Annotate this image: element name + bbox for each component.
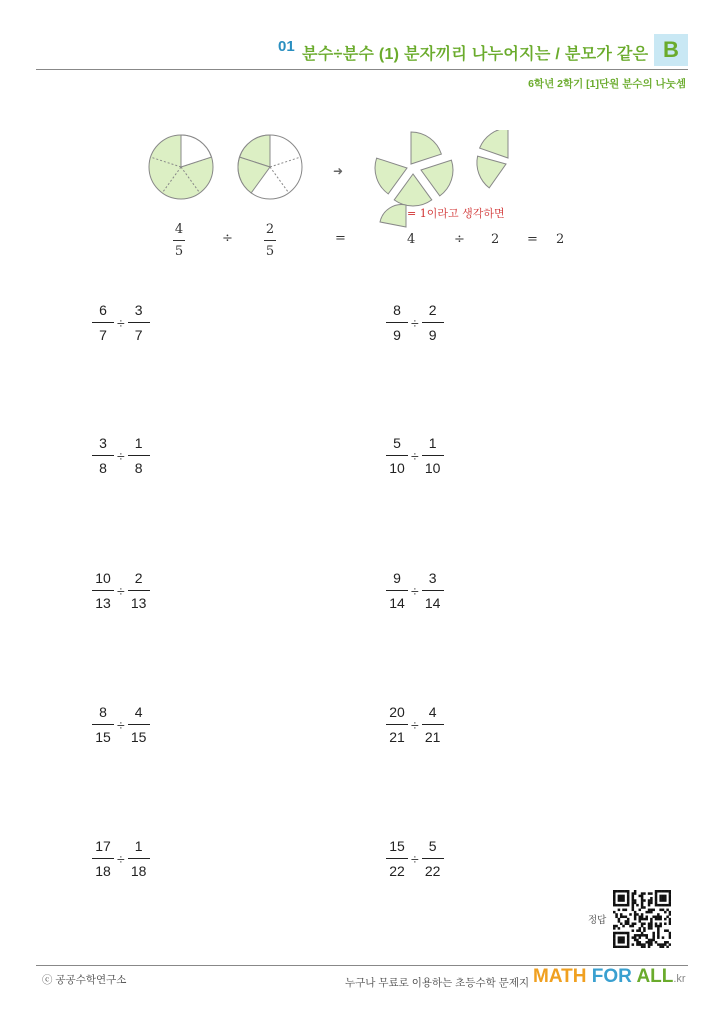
- fraction-divisor: [422, 570, 444, 611]
- fraction-bar: [386, 858, 408, 859]
- fraction-bar: [128, 858, 150, 859]
- example-rhs-divide: ÷: [454, 232, 465, 247]
- pie-two-fifths: [238, 135, 302, 199]
- fraction-bar: [92, 724, 114, 725]
- fraction-bar: [422, 590, 444, 591]
- mathforall-logo[interactable]: [533, 966, 686, 988]
- denominator: 18: [95, 863, 111, 879]
- numerator: 3: [99, 435, 107, 451]
- numerator: 2: [265, 222, 275, 237]
- divide-sign: ÷: [411, 314, 419, 331]
- worksheet-number: 01: [278, 38, 295, 55]
- denominator: 7: [99, 327, 107, 343]
- denominator: 8: [134, 460, 143, 476]
- problem-7: [92, 704, 150, 745]
- slice-group-four: [375, 132, 453, 206]
- numerator: 15: [389, 838, 405, 854]
- logo-for: FOR: [591, 966, 632, 987]
- denominator: 15: [130, 729, 147, 745]
- divide-sign: ÷: [411, 447, 419, 464]
- fraction-bar: [128, 590, 150, 591]
- fraction-divisor: [128, 435, 150, 476]
- example-fraction-b: [264, 222, 276, 259]
- numerator: 4: [174, 222, 184, 237]
- fraction-bar: [386, 590, 408, 591]
- fraction-bar: [422, 858, 444, 859]
- divide-sign: ÷: [411, 716, 419, 733]
- denominator: 18: [130, 863, 147, 879]
- denominator: 14: [389, 595, 405, 611]
- numerator: 5: [428, 838, 437, 854]
- problem-5: [92, 570, 150, 611]
- numerator: 3: [428, 570, 437, 586]
- fraction-bar: [173, 240, 185, 241]
- example-rhs-equals: =: [527, 232, 538, 247]
- fraction-divisor: [128, 570, 150, 611]
- numerator: 9: [393, 570, 401, 586]
- slice-group-two: [477, 130, 508, 188]
- fraction-dividend: [92, 838, 114, 879]
- fraction-dividend: [386, 838, 408, 879]
- denominator: 7: [134, 327, 143, 343]
- denominator: 13: [95, 595, 111, 611]
- denominator: 9: [428, 327, 437, 343]
- numerator: 4: [134, 704, 143, 720]
- arrow-icon: ➜: [333, 164, 344, 178]
- level-badge: B: [654, 34, 688, 66]
- fraction-divisor: [422, 704, 444, 745]
- numerator: 17: [95, 838, 111, 854]
- header-divider: [36, 69, 688, 70]
- fraction-bar: [386, 455, 408, 456]
- example-rhs-b: 2: [491, 232, 500, 247]
- divide-sign: ÷: [117, 850, 125, 867]
- denominator: 22: [389, 863, 405, 879]
- numerator: 1: [134, 838, 143, 854]
- unit-slice: [380, 205, 406, 227]
- numerator: 1: [134, 435, 143, 451]
- example-rhs-result: 2: [556, 232, 565, 247]
- denominator: 5: [265, 244, 275, 259]
- problem-4: [386, 435, 444, 476]
- fraction-dividend: [92, 570, 114, 611]
- denominator: 5: [174, 244, 184, 259]
- numerator: 6: [99, 302, 107, 318]
- problem-9: [92, 838, 150, 879]
- fraction-bar: [264, 240, 276, 241]
- divide-sign: ÷: [117, 314, 125, 331]
- fraction-bar: [128, 724, 150, 725]
- denominator: 14: [424, 595, 441, 611]
- logo-all: ALL: [636, 966, 674, 987]
- logo-math: MATH: [533, 966, 587, 987]
- denominator: 13: [130, 595, 147, 611]
- example-note: = 1이라고 생각하면: [407, 207, 505, 220]
- fraction-dividend: [386, 302, 408, 343]
- fraction-divisor: [422, 838, 444, 879]
- denominator: 9: [393, 327, 401, 343]
- fraction-divisor: [422, 435, 444, 476]
- fraction-dividend: [386, 704, 408, 745]
- fraction-bar: [422, 322, 444, 323]
- numerator: 20: [389, 704, 405, 720]
- numerator: 1: [428, 435, 437, 451]
- problem-10: [386, 838, 444, 879]
- example-rhs-a: 4: [407, 232, 416, 247]
- fraction-dividend: [92, 704, 114, 745]
- numerator: 8: [393, 302, 401, 318]
- numerator: 2: [428, 302, 437, 318]
- fraction-dividend: [92, 302, 114, 343]
- fraction-bar: [92, 322, 114, 323]
- denominator: 15: [95, 729, 111, 745]
- fraction-divisor: [422, 302, 444, 343]
- fraction-bar: [128, 322, 150, 323]
- example-pie-illustration: [140, 130, 540, 240]
- numerator: 3: [134, 302, 143, 318]
- fraction-divisor: [128, 302, 150, 343]
- denominator: 21: [424, 729, 441, 745]
- answer-qr-code[interactable]: [613, 890, 671, 948]
- logo-kr: .kr: [673, 973, 686, 985]
- denominator: 22: [424, 863, 441, 879]
- pie-four-fifths: [149, 135, 213, 199]
- footer-copyright: ⓒ 공공수학연구소: [42, 974, 127, 986]
- problem-1: [92, 302, 150, 343]
- fraction-bar: [92, 590, 114, 591]
- divide-sign: ÷: [117, 447, 125, 464]
- problem-8: [386, 704, 444, 745]
- problem-3: [92, 435, 150, 476]
- divide-sign: ÷: [411, 850, 419, 867]
- denominator: 8: [99, 460, 107, 476]
- numerator: 8: [99, 704, 107, 720]
- numerator: 5: [393, 435, 401, 451]
- denominator: 10: [424, 460, 441, 476]
- problem-2: [386, 302, 444, 343]
- example-equals-sign: =: [335, 231, 346, 246]
- example-divide-sign: ÷: [222, 231, 233, 246]
- fraction-bar: [92, 455, 114, 456]
- denominator: 21: [389, 729, 405, 745]
- fraction-bar: [128, 455, 150, 456]
- fraction-dividend: [386, 435, 408, 476]
- example-fraction-a: [173, 222, 185, 259]
- fraction-dividend: [92, 435, 114, 476]
- fraction-bar: [386, 322, 408, 323]
- divide-sign: ÷: [117, 716, 125, 733]
- answer-label: 정답: [588, 915, 607, 926]
- footer-tagline: 누구나 무료로 이용하는 초등수학 문제지: [345, 977, 530, 989]
- numerator: 2: [134, 570, 143, 586]
- denominator: 10: [389, 460, 405, 476]
- problem-6: [386, 570, 444, 611]
- divide-sign: ÷: [117, 582, 125, 599]
- fraction-divisor: [128, 704, 150, 745]
- fraction-divisor: [128, 838, 150, 879]
- fraction-bar: [422, 455, 444, 456]
- numerator: 4: [428, 704, 437, 720]
- fraction-dividend: [386, 570, 408, 611]
- fraction-bar: [386, 724, 408, 725]
- worksheet-subtitle: 6학년 2학기 [1]단원 분수의 나눗셈: [528, 78, 686, 90]
- worksheet-title: 분수÷분수 (1) 분자끼리 나누어지는 / 분모가 같은: [302, 46, 649, 63]
- divide-sign: ÷: [411, 582, 419, 599]
- numerator: 10: [95, 570, 111, 586]
- fraction-bar: [422, 724, 444, 725]
- fraction-bar: [92, 858, 114, 859]
